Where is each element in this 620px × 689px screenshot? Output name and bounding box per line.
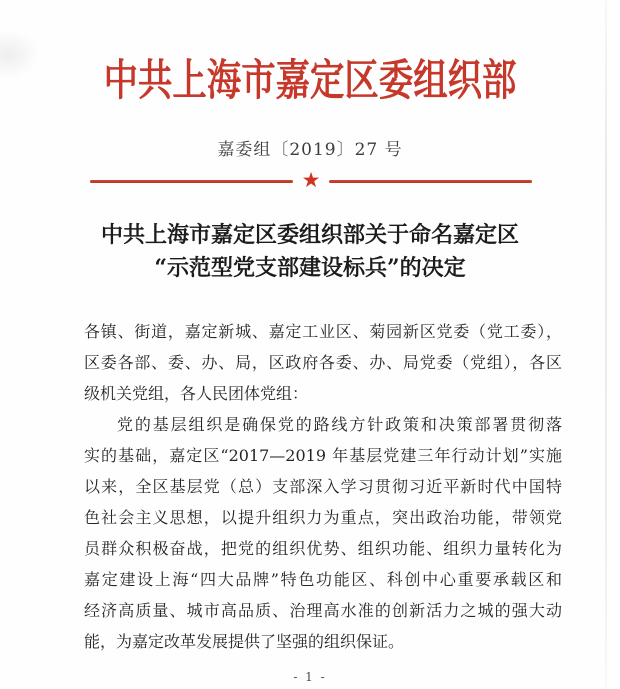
body-line: 区委各部、委、办、局，区政府各委、办、局党委（党组），各区	[84, 353, 562, 372]
star-divider	[90, 168, 532, 192]
page-number: - 1 -	[293, 670, 327, 684]
body-line: 级机关党组，各人民团体党组：	[84, 384, 309, 403]
star-icon: ★	[301, 168, 321, 192]
body-line: 党的基层组织是确保党的路线方针政策和决策部署贯彻落	[117, 415, 562, 434]
body-line: 经济高质量、城市高品质、治理高水准的创新活力之城的强大动	[84, 601, 562, 620]
scan-smudge-artifact	[0, 30, 40, 80]
document-title	[0, 219, 620, 285]
divider-rule-right	[329, 180, 532, 183]
body-line: 各镇、街道，嘉定新城、嘉定工业区、菊园新区党委（党工委），	[84, 322, 562, 341]
body-line: 员群众积极奋战，把党的组织优势、组织功能、组织力量转化为	[84, 539, 562, 558]
document-body	[84, 316, 562, 657]
document-title-line-2: “示范型党支部建设标兵”的决定	[154, 255, 466, 281]
divider-rule-left	[90, 180, 293, 183]
issuer-title: 中共上海市嘉定区委组织部	[103, 56, 517, 106]
body-line: 能，为嘉定改革发展提供了坚强的组织保证。	[84, 632, 405, 651]
document-title-line-1: 中共上海市嘉定区委组织部关于命名嘉定区	[100, 222, 519, 248]
scan-edge-artifact	[605, 0, 607, 689]
body-line: 嘉定建设上海“四大品牌”特色功能区、科创中心重要承载区和	[84, 570, 562, 589]
body-line: 色社会主义思想，以提升组织力为重点，突出政治功能，带领党	[84, 508, 562, 527]
body-line: 以来，全区基层党（总）支部深入学习贯彻习近平新时代中国特	[84, 477, 562, 496]
body-line: 实的基础，嘉定区“2017—2019 年基层党建三年行动计划”实施	[84, 446, 562, 465]
document-number: 嘉委组〔2019〕27 号	[217, 140, 403, 160]
